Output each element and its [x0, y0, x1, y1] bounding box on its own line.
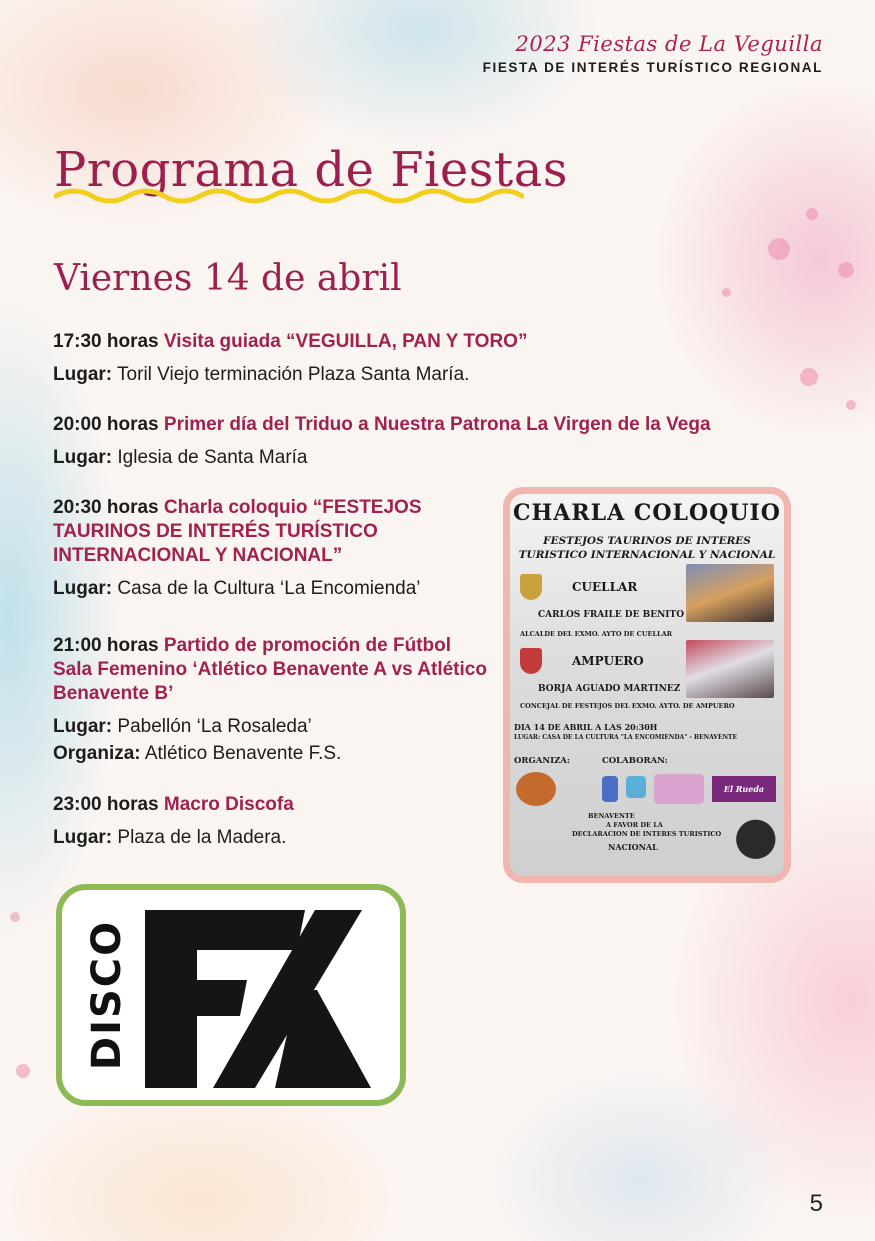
- poster-town: AMPUERO: [572, 654, 644, 668]
- poster-speaker: BORJA AGUADO MARTINEZ: [538, 684, 681, 694]
- poster-footer-line: A FAVOR DE LA: [606, 821, 663, 829]
- detail-value: Toril Viejo terminación Plaza Santa María.: [117, 364, 470, 385]
- decor-dot: [768, 238, 790, 260]
- ampuero-coat-of-arms-icon: [520, 648, 542, 674]
- poster-place: LUGAR: CASA DE LA CULTURA "LA ENCOMIENDA" - BENAVENTE: [514, 734, 738, 741]
- organizer-logo-icon: [516, 772, 556, 806]
- poster-speaker-role: CONCEJAL DE FESTEJOS DEL EXMO. AYTO. DE AMPUERO: [520, 702, 735, 710]
- poster-speaker: CARLOS FRAILE DE BENITO: [538, 610, 685, 620]
- event-name: Macro Discofa: [163, 794, 294, 815]
- poster-town: CUELLAR: [572, 580, 638, 594]
- event-item: [53, 634, 493, 769]
- poster-footer-line: BENAVENTE: [588, 812, 635, 820]
- decor-dot: [838, 262, 854, 278]
- bull-head-icon: [736, 814, 780, 860]
- detail-value: Iglesia de Santa María: [117, 447, 308, 468]
- poster-footer-line: DECLARACION DE INTERES TURISTICO: [572, 830, 722, 838]
- cuellar-photo: [686, 564, 774, 622]
- event-item: [53, 413, 843, 473]
- fa-letters-icon: [137, 898, 377, 1093]
- poster-organiza-label: ORGANIZA:: [514, 756, 571, 766]
- charla-coloquio-poster: [503, 487, 791, 883]
- event-item: [53, 496, 483, 604]
- poster-speaker-role: ALCALDE DEL EXMO. AYTO DE CUELLAR: [520, 630, 673, 638]
- sponsor-logo-icon: [626, 776, 646, 798]
- decor-dot: [10, 912, 20, 922]
- day-heading: Viernes 14 de abril: [54, 258, 402, 299]
- detail-label: Organiza:: [53, 743, 141, 764]
- event-item: [53, 330, 773, 390]
- decor-dot: [846, 400, 856, 410]
- page-number: 5: [809, 1190, 823, 1217]
- detail-label: Lugar:: [53, 716, 113, 737]
- poster-footer-line: NACIONAL: [608, 842, 658, 852]
- event-name: Primer día del Triduo a Nuestra Patrona La Virgen de la Vega: [163, 414, 711, 435]
- poster-subtitle-line: TURISTICO INTERNACIONAL Y NACIONAL: [518, 549, 776, 561]
- detail-label: Lugar:: [53, 578, 113, 599]
- sponsor-logo-icon: [654, 774, 704, 804]
- detail-label: Lugar:: [53, 827, 113, 848]
- detail-label: Lugar:: [53, 364, 113, 385]
- event-time: 17:30 horas: [53, 331, 159, 352]
- poster-title: CHARLA COLOQUIO: [513, 500, 781, 526]
- poster-date: DIA 14 DE ABRIL A LAS 20:30H: [514, 722, 658, 732]
- detail-value: Plaza de la Madera.: [117, 827, 287, 848]
- decor-dot: [806, 208, 818, 220]
- disco-fa-logo: [56, 884, 406, 1106]
- event-name: Partido de promoción de Fútbol Sala Femenino ‘Atlético Benavente A vs Atlético Benavente B’: [53, 635, 487, 704]
- title-underline-wave: [54, 188, 524, 204]
- decor-dot: [16, 1064, 30, 1078]
- poster-colaboran-label: COLABORAN:: [602, 756, 668, 766]
- header-event-title: 2023 Fiestas de La Veguilla: [515, 32, 823, 56]
- page-title: Programa de Fiestas: [54, 142, 568, 198]
- cuellar-coat-of-arms-icon: [520, 574, 542, 600]
- event-time: 20:00 horas: [53, 414, 159, 435]
- header-subtitle: FIESTA DE INTERÉS TURÍSTICO REGIONAL: [482, 60, 823, 75]
- event-time: 21:00 horas: [53, 635, 159, 656]
- event-time: 23:00 horas: [53, 794, 159, 815]
- poster-subtitle-line: FESTEJOS TAURINOS DE INTERES: [543, 535, 751, 547]
- event-item: [53, 793, 483, 853]
- detail-label: Lugar:: [53, 447, 113, 468]
- disco-word: [82, 895, 132, 1095]
- detail-value: Casa de la Cultura ‘La Encomienda’: [117, 578, 421, 599]
- event-name: Charla coloquio “FESTEJOS TAURINOS DE INTERÉS TURÍSTICO INTERNACIONAL Y NACIONAL”: [53, 497, 422, 566]
- decor-dot: [722, 288, 731, 297]
- ampuero-photo: [686, 640, 774, 698]
- detail-value: Pabellón ‘La Rosaleda’: [117, 716, 312, 737]
- event-time: 20:30 horas: [53, 497, 159, 518]
- disco-word-text: DISCO: [84, 919, 130, 1071]
- sponsor-logo-icon: [602, 776, 618, 802]
- poster-subtitle: [518, 534, 776, 562]
- el-rueda-logo: El Rueda: [712, 776, 776, 802]
- page-header: [483, 32, 823, 75]
- detail-value: Atlético Benavente F.S.: [144, 743, 342, 764]
- event-name: Visita guiada “VEGUILLA, PAN Y TORO”: [163, 331, 528, 352]
- decor-dot: [800, 368, 818, 386]
